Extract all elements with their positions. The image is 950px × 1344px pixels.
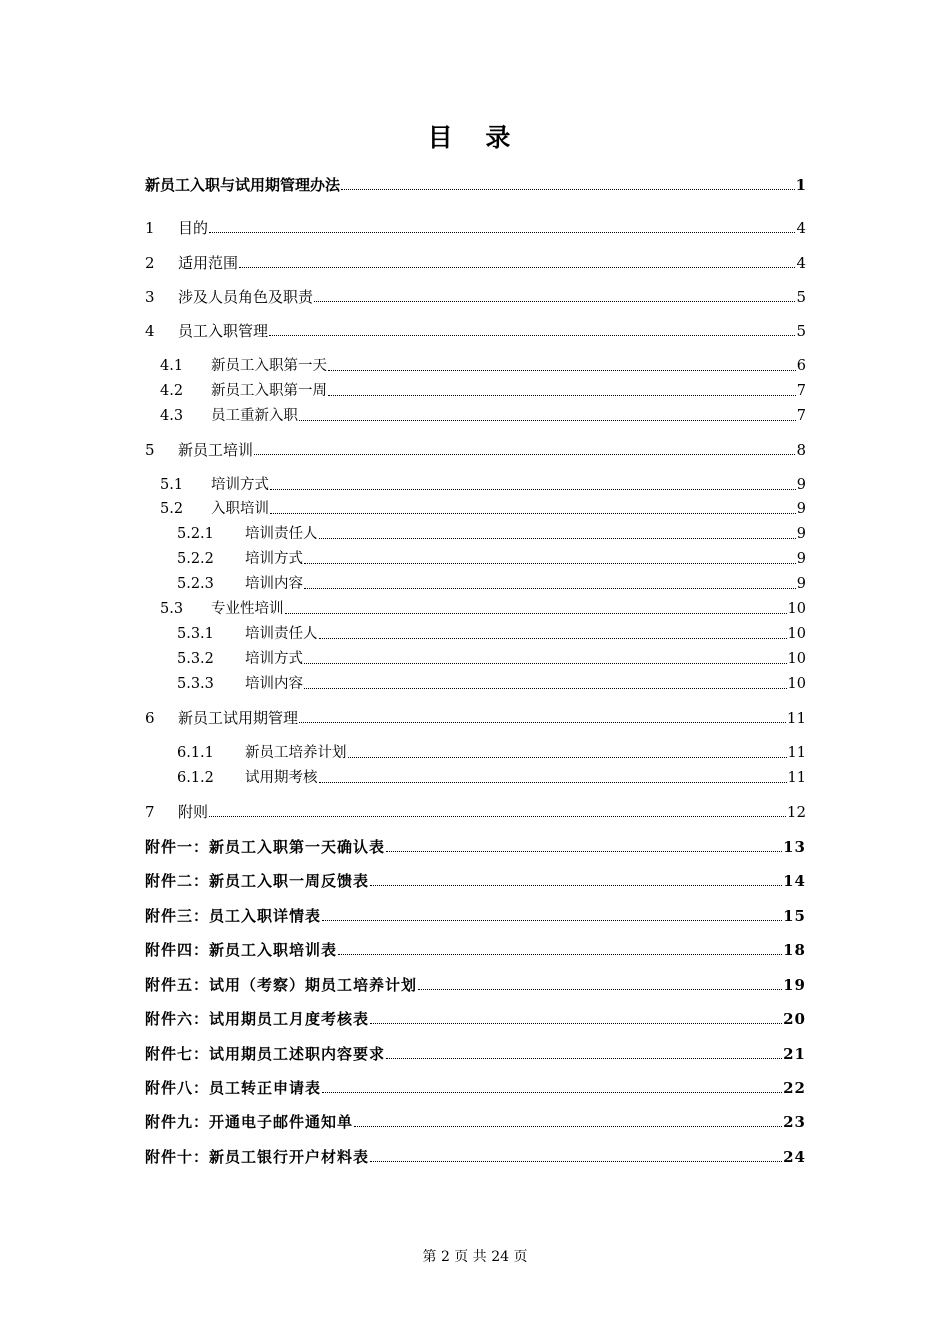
toc-entry-number: 6.1.2 bbox=[177, 770, 214, 786]
toc-entry-annex[interactable] bbox=[145, 974, 806, 996]
toc-entry[interactable] bbox=[145, 439, 806, 461]
toc-entry-page: 24 bbox=[783, 1148, 806, 1166]
toc-entry-page: 1 bbox=[795, 176, 806, 194]
toc-entry-title: 培训方式 bbox=[211, 477, 269, 493]
dot-leader bbox=[209, 816, 786, 817]
toc-entry[interactable] bbox=[160, 405, 806, 427]
toc-entry[interactable] bbox=[160, 598, 806, 620]
toc-entry[interactable] bbox=[145, 801, 806, 823]
toc-entry-title: 涉及人员角色及职责 bbox=[178, 288, 314, 306]
toc-entry-page: 9 bbox=[796, 477, 806, 493]
dot-leader bbox=[304, 688, 787, 689]
dot-leader bbox=[314, 301, 795, 302]
toc-entry-title: 培训方式 bbox=[245, 651, 303, 667]
toc-entry-number: 5.2.3 bbox=[177, 576, 214, 592]
dot-leader bbox=[299, 420, 796, 421]
toc-entry-title: 附件一：新员工入职第一天确认表 bbox=[145, 838, 386, 856]
toc-entry[interactable] bbox=[160, 380, 806, 402]
dot-leader bbox=[319, 782, 787, 783]
dot-leader bbox=[370, 1161, 782, 1162]
toc-entry-annex[interactable] bbox=[145, 1111, 806, 1133]
dot-leader bbox=[322, 920, 782, 921]
dot-leader bbox=[354, 1126, 782, 1127]
page-title: 目 录 bbox=[427, 123, 523, 152]
toc-entry-annex[interactable] bbox=[145, 1077, 806, 1099]
dot-leader bbox=[386, 851, 782, 852]
toc-entry-page: 10 bbox=[787, 626, 806, 642]
toc-entry-page: 5 bbox=[796, 322, 806, 340]
toc-entry-page: 7 bbox=[796, 383, 806, 399]
dot-leader bbox=[328, 395, 796, 396]
dot-leader bbox=[299, 722, 786, 723]
toc-entry-title: 附件八：员工转正申请表 bbox=[145, 1079, 322, 1097]
toc-entry[interactable] bbox=[145, 174, 806, 196]
toc-entry-page: 14 bbox=[783, 872, 806, 890]
toc-entry-annex[interactable] bbox=[145, 836, 806, 858]
toc-entry-title: 新员工试用期管理 bbox=[178, 709, 299, 727]
toc-entry-number: 5.3 bbox=[160, 601, 184, 617]
toc-entry-page: 22 bbox=[783, 1079, 806, 1097]
toc-entry-number: 5.2 bbox=[160, 501, 184, 517]
toc-entry-number: 5.2.1 bbox=[177, 526, 214, 542]
dot-leader bbox=[386, 1058, 782, 1059]
toc-entry-page: 9 bbox=[796, 526, 806, 542]
toc-entry[interactable] bbox=[145, 217, 806, 239]
toc-entry-page: 18 bbox=[783, 941, 806, 959]
toc-entry-number: 4.2 bbox=[160, 383, 184, 399]
toc-entry-title: 新员工培养计划 bbox=[245, 745, 347, 761]
toc-entry-title: 员工重新入职 bbox=[211, 408, 298, 424]
toc-entry-number: 5.3.1 bbox=[177, 626, 214, 642]
toc-entry-page: 10 bbox=[787, 651, 806, 667]
toc-entry-title: 附件六：试用期员工月度考核表 bbox=[145, 1010, 370, 1028]
dot-leader bbox=[418, 989, 782, 990]
toc-entry-number: 2 bbox=[145, 254, 155, 272]
dot-leader bbox=[254, 454, 795, 455]
toc-entry-title: 新员工培训 bbox=[178, 441, 254, 459]
toc-entry-number: 6 bbox=[145, 709, 155, 727]
toc-entry-title: 新员工入职第一周 bbox=[211, 383, 327, 399]
toc-entry-page: 9 bbox=[796, 501, 806, 517]
toc-entry-title: 员工入职管理 bbox=[178, 322, 269, 340]
toc-entry-page: 5 bbox=[796, 288, 806, 306]
toc-entry-page: 23 bbox=[783, 1113, 806, 1131]
dot-leader bbox=[348, 757, 787, 758]
toc-entry-number: 4.3 bbox=[160, 408, 184, 424]
toc-entry-page: 9 bbox=[796, 576, 806, 592]
toc-entry-page: 15 bbox=[783, 907, 806, 925]
toc-entry-number: 5.3.2 bbox=[177, 651, 214, 667]
toc-entry-number: 5.3.3 bbox=[177, 676, 214, 692]
toc-entry-title: 附件七：试用期员工述职内容要求 bbox=[145, 1045, 386, 1063]
toc-entry-title: 附件二：新员工入职一周反馈表 bbox=[145, 872, 370, 890]
toc-entry-title: 培训方式 bbox=[245, 551, 303, 567]
page-footer: 第 2 页 共 24 页 bbox=[422, 1249, 528, 1265]
toc-entry-page: 12 bbox=[786, 803, 806, 821]
toc-entry[interactable] bbox=[145, 320, 806, 342]
toc-entry[interactable] bbox=[145, 252, 806, 274]
toc-entry-page: 20 bbox=[783, 1010, 806, 1028]
dot-leader bbox=[341, 189, 795, 190]
toc-entry-title: 新员工入职第一天 bbox=[211, 358, 327, 374]
toc-entry-title: 入职培训 bbox=[211, 501, 269, 517]
toc-entry-number: 5.2.2 bbox=[177, 551, 214, 567]
toc-entry-title: 适用范围 bbox=[178, 254, 239, 272]
toc-entry-number: 1 bbox=[145, 219, 155, 237]
toc-entry-title: 附件九：开通电子邮件通知单 bbox=[145, 1113, 354, 1131]
toc-entry[interactable] bbox=[160, 498, 806, 520]
toc-entry[interactable] bbox=[145, 286, 806, 308]
toc-entry-number: 5.1 bbox=[160, 477, 184, 493]
toc-entry-page: 11 bbox=[787, 770, 806, 786]
toc-entry[interactable] bbox=[177, 548, 806, 570]
toc-entry-title: 新员工入职与试用期管理办法 bbox=[145, 176, 341, 194]
dot-leader bbox=[328, 370, 796, 371]
toc-entry-page: 13 bbox=[783, 838, 806, 856]
toc-entry-annex[interactable] bbox=[145, 1008, 806, 1030]
dot-leader bbox=[239, 267, 795, 268]
dot-leader bbox=[319, 538, 796, 539]
toc-entry-number: 4 bbox=[145, 322, 155, 340]
toc-entry-title: 培训责任人 bbox=[245, 526, 318, 542]
toc-entry-title: 附件三：员工入职详情表 bbox=[145, 907, 322, 925]
dot-leader bbox=[370, 1023, 782, 1024]
dot-leader bbox=[322, 1092, 782, 1093]
toc-entry-page: 10 bbox=[787, 676, 806, 692]
dot-leader bbox=[370, 885, 782, 886]
toc-entry[interactable] bbox=[177, 523, 806, 545]
toc-entry-page: 7 bbox=[796, 408, 806, 424]
toc-entry-page: 10 bbox=[787, 601, 806, 617]
toc-entry[interactable] bbox=[160, 355, 806, 377]
toc-entry-page: 21 bbox=[783, 1045, 806, 1063]
toc-entry-number: 7 bbox=[145, 803, 155, 821]
toc-entry-page: 9 bbox=[796, 551, 806, 567]
toc-entry-page: 6 bbox=[796, 358, 806, 374]
toc-entry-title: 培训内容 bbox=[245, 676, 303, 692]
toc-entry-annex[interactable] bbox=[145, 870, 806, 892]
toc-entry-title: 培训内容 bbox=[245, 576, 303, 592]
dot-leader bbox=[269, 335, 795, 336]
toc-entry-annex[interactable] bbox=[145, 905, 806, 927]
toc-entry-title: 试用期考核 bbox=[245, 770, 318, 786]
toc-entry-page: 4 bbox=[796, 254, 806, 272]
toc-entry[interactable] bbox=[177, 673, 806, 695]
toc-entry-title: 附件四：新员工入职培训表 bbox=[145, 941, 338, 959]
toc-entry[interactable] bbox=[177, 573, 806, 595]
dot-leader bbox=[304, 563, 796, 564]
dot-leader bbox=[270, 513, 796, 514]
toc-entry-title: 培训责任人 bbox=[245, 626, 318, 642]
toc-entry-annex[interactable] bbox=[145, 1146, 806, 1168]
toc-entry[interactable] bbox=[160, 474, 806, 496]
toc-entry[interactable] bbox=[177, 742, 806, 764]
toc-entry-page: 11 bbox=[786, 709, 806, 727]
dot-leader bbox=[338, 954, 782, 955]
toc-entry-title: 目的 bbox=[178, 219, 209, 237]
toc-entry-annex[interactable] bbox=[145, 939, 806, 961]
toc-entry-page: 8 bbox=[796, 441, 806, 459]
dot-leader bbox=[304, 663, 787, 664]
toc-entry-title: 专业性培训 bbox=[211, 601, 284, 617]
toc-entry[interactable] bbox=[177, 623, 806, 645]
dot-leader bbox=[319, 638, 787, 639]
dot-leader bbox=[304, 588, 796, 589]
dot-leader bbox=[209, 232, 795, 233]
toc-entry-page: 11 bbox=[787, 745, 806, 761]
toc-entry-title: 附件十：新员工银行开户材料表 bbox=[145, 1148, 370, 1166]
toc-entry-number: 6.1.1 bbox=[177, 745, 214, 761]
toc-entry[interactable] bbox=[177, 648, 806, 670]
toc-entry-title: 附件五：试用（考察）期员工培养计划 bbox=[145, 976, 418, 994]
toc-entry-number: 4.1 bbox=[160, 358, 184, 374]
toc-entry-page: 19 bbox=[783, 976, 806, 994]
toc-entry[interactable] bbox=[177, 767, 806, 789]
toc-entry-title: 附则 bbox=[178, 803, 209, 821]
toc-entry-number: 3 bbox=[145, 288, 155, 306]
dot-leader bbox=[270, 489, 796, 490]
toc-entry[interactable] bbox=[145, 707, 806, 729]
dot-leader bbox=[285, 613, 787, 614]
toc-entry-annex[interactable] bbox=[145, 1043, 806, 1065]
toc-entry-number: 5 bbox=[145, 441, 155, 459]
toc-entry-page: 4 bbox=[796, 219, 806, 237]
